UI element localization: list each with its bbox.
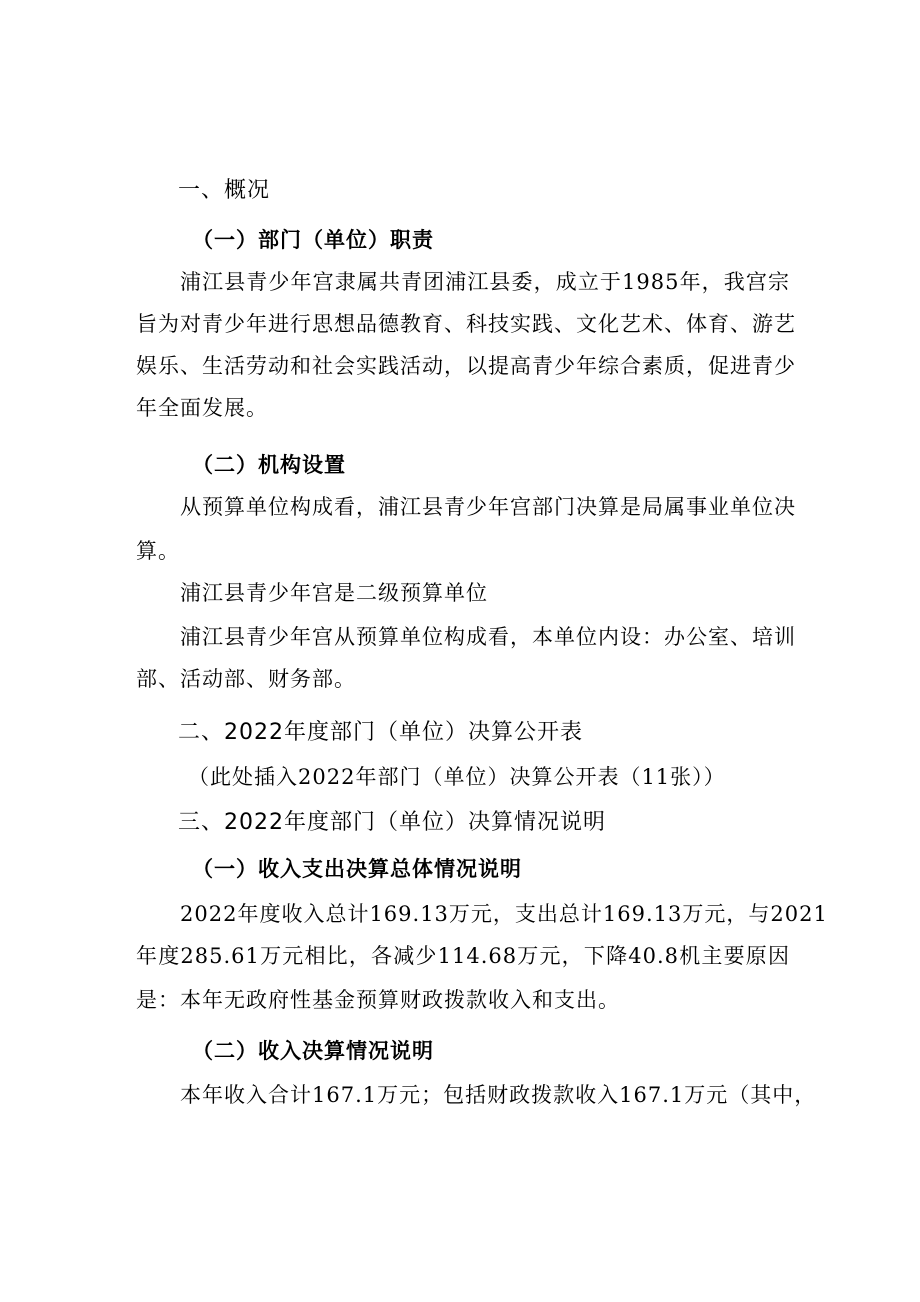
section-1-title: 一、概况 <box>178 178 271 203</box>
paragraph-line: 年全面发展。 <box>136 396 268 420</box>
section-2-note: （此处插入2022年部门（单位）决算公开表（11张）） <box>188 765 726 789</box>
paragraph-line: 本年收入合计167.1万元；包括财政拨款收入167.1万元（其中， <box>180 1083 817 1107</box>
section-1-2-title: （二）机构设置 <box>192 452 346 477</box>
paragraph-line: 旨为对青少年进行思想品德教育、科技实践、文化艺术、体育、游艺 <box>136 312 796 336</box>
paragraph-line: 部、活动部、财务部。 <box>136 667 356 691</box>
section-3-2-title: （二）收入决算情况说明 <box>192 1038 434 1063</box>
paragraph-line: 2022年度收入总计169.13万元，支出总计169.13万元，与2021 <box>180 902 828 926</box>
paragraph-line: 算。 <box>136 539 180 563</box>
paragraph-line: 年度285.61万元相比，各减少114.68万元，下降40.8机主要原因 <box>136 944 790 968</box>
section-2-title: 二、2022年度部门（单位）决算公开表 <box>178 720 583 745</box>
section-3-1-title: （一）收入支出决算总体情况说明 <box>192 856 522 881</box>
paragraph-line: 是：本年无政府性基金预算财政拨款收入和支出。 <box>136 988 620 1012</box>
paragraph-line: 娱乐、生活劳动和社会实践活动，以提高青少年综合素质，促进青少 <box>136 354 796 378</box>
paragraph-line: 从预算单位构成看，浦江县青少年宫部门决算是局属事业单位决 <box>180 495 796 519</box>
section-1-1-title: （一）部门（单位）职责 <box>192 227 434 252</box>
paragraph-line: 浦江县青少年宫是二级预算单位 <box>180 581 488 605</box>
section-3-title: 三、2022年度部门（单位）决算情况说明 <box>178 810 606 835</box>
paragraph-line: 浦江县青少年宫隶属共青团浦江县委，成立于1985年，我宫宗 <box>180 270 790 294</box>
paragraph-line: 浦江县青少年宫从预算单位构成看，本单位内设：办公室、培训 <box>180 625 796 649</box>
